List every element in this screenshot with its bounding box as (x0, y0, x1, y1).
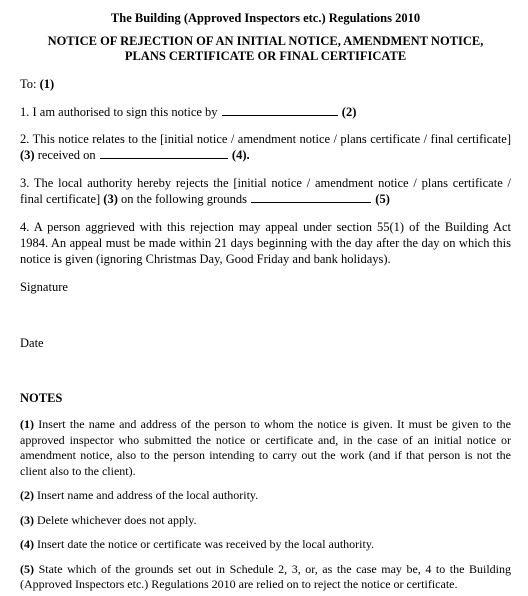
paragraph-4: 4. A person aggrieved with this rejection may appeal under section 55(1) of the Building Act 1984. An appeal must be made within 21 days beginning with the day after the day on which this notice is given (ignoring Christmas Day, Good Friday and bank holidays). (20, 220, 511, 266)
paragraph-2-text-b: received on (37, 148, 96, 162)
paragraph-1-ref: (2) (341, 105, 357, 119)
paragraph-3-text-b: on the following grounds (120, 192, 248, 206)
note-item (20, 417, 511, 479)
note-ref: (4) (20, 537, 34, 551)
note-text: Insert date the notice or certificate was received by the local authority. (37, 537, 375, 551)
paragraph-2-text: 2. This notice relates to the [initial notice / amendment notice / plans certificate / final certificate] (20, 132, 511, 146)
note-ref: (2) (20, 488, 34, 502)
notice-title-line-2: PLANS CERTIFICATE OR FINAL CERTIFICATE (124, 49, 407, 63)
paragraph-3-ref-a: (3) (103, 192, 118, 206)
paragraph-2 (20, 131, 511, 163)
received-date-blank-line (100, 148, 228, 159)
note-ref: (3) (20, 512, 34, 527)
note-text: Delete whichever does not apply. (37, 512, 197, 527)
paragraph-2-ref-a: (3) (20, 148, 35, 162)
paragraph-3-text: 3. The local authority hereby rejects the [initial notice / amendment notice / plans certificate / final certificate] (20, 176, 511, 206)
grounds-blank-line (251, 192, 371, 203)
paragraph-2-ref-b: (4). (231, 148, 250, 162)
regulation-title: The Building (Approved Inspectors etc.) Regulations 2010 (110, 11, 421, 25)
note-text: Insert the name and address of the person to whom the notice is given. It must be given to the approved inspector who submitted the notice or certificate and, in the case of an initial notice or amendment notice, also to the person intending to carry out the work (and if that person is not the client also to the client). (20, 417, 512, 478)
paragraph-3-ref-b: (5) (375, 192, 390, 206)
notes-heading: NOTES (20, 391, 63, 405)
paragraph-3 (20, 175, 511, 207)
note-item (20, 488, 511, 504)
note-item (20, 537, 511, 553)
paragraph-1-text: 1. I am authorised to sign this notice by (20, 105, 218, 119)
note-text: Insert name and address of the local authority. (37, 488, 259, 502)
notice-title-line-1: NOTICE OF REJECTION OF AN INITIAL NOTICE, AMENDMENT NOTICE, (47, 34, 484, 48)
note-ref: (1) (20, 417, 34, 431)
date-label: Date (20, 336, 44, 350)
authority-blank-line (222, 105, 338, 116)
to-label: To: (20, 77, 37, 91)
note-item (20, 562, 511, 593)
signature-label: Signature (20, 280, 68, 294)
note-ref: (5) (20, 561, 34, 576)
to-line (20, 76, 511, 92)
note-item (20, 513, 511, 529)
to-ref: (1) (39, 77, 55, 91)
notice-title (20, 34, 511, 64)
note-text: State which of the grounds set out in Schedule 2, 3, or, as the case may be, 4 to the Building (Approved Inspectors etc.) Regulations 2010 are relied on to reject the notice or certificate. (20, 561, 512, 591)
paragraph-1 (20, 104, 511, 120)
